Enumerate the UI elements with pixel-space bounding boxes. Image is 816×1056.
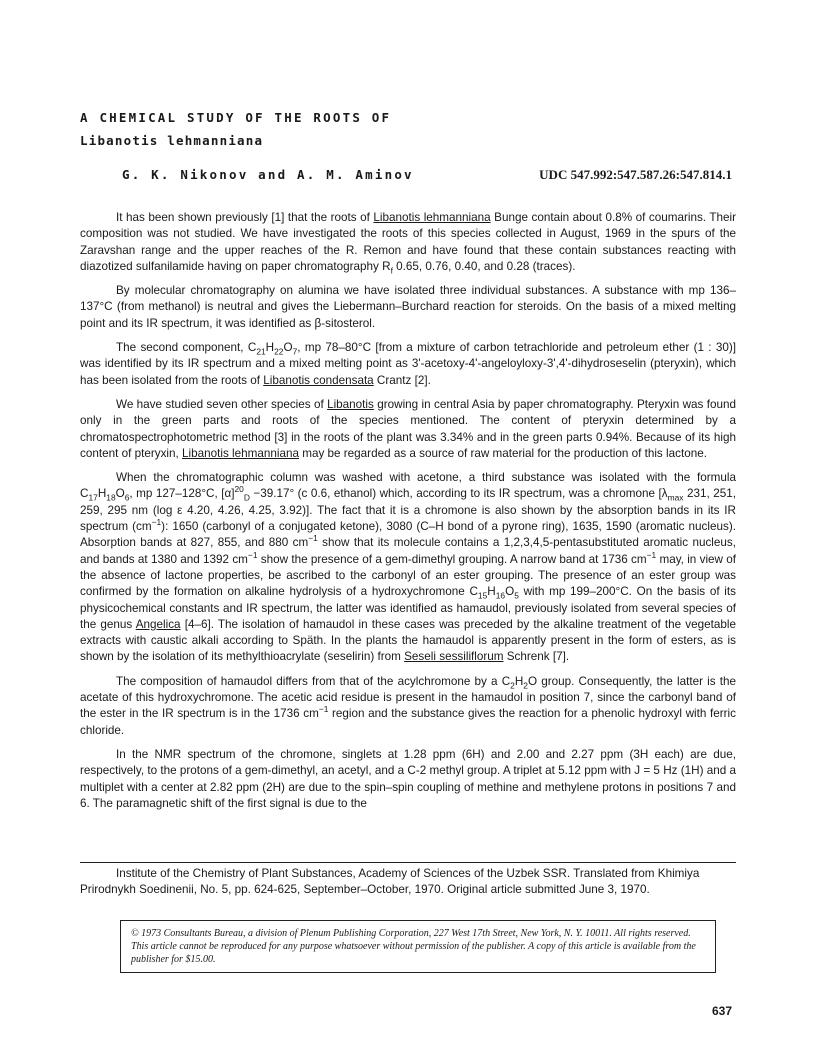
- footnote-text: Institute of the Chemistry of Plant Substances, Academy of Sciences of the Uzbek SSR. Translated from Khimiya Prirodnykh Soedinenii, No. 5, pp. 624-625, September–October, 1970. Original article submitted June 3, 1970.: [80, 867, 700, 896]
- udc-code: UDC 547.992:547.587.26:547.814.1: [539, 167, 732, 182]
- paragraph-1: It has been shown previously [1] that the roots of Libanotis lehmanniana Bunge contain about 0.8% of coumarins. Their composition was not studied. We have investigated the roots of this species collected in August, 1969 in the spurs of the Zaravshan range and the upper reaches of the R. Remon and have found that these contain substances reacting with diazotized sulfanilamide having on paper chromatography $R_f$ 0.65, 0.76, 0.40, and 0.28 (traces).: [80, 211, 736, 276]
- article-title: A CHEMICAL STUDY OF THE ROOTS OF: [80, 110, 392, 125]
- article-title-species: Libanotis lehmanniana: [80, 133, 264, 148]
- species-link: Libanotis condensata: [263, 373, 374, 387]
- species-link: Seseli sessiliflorum: [404, 650, 504, 664]
- paragraph-2: By molecular chromatography on alumina we have isolated three individual substances. A substance with mp 136–137°C (from methanol) is neutral and gives the Liebermann–Burchard reaction for steroids. On the basis of a mixed melting point and its IR spectrum, it was identified as β-sitosterol.: [80, 284, 736, 330]
- genus-link: Angelica: [135, 617, 181, 631]
- genus-link: Libanotis: [327, 397, 374, 411]
- copyright-notice: © 1973 Consultants Bureau, a division of Plenum Publishing Corporation, 227 West 17th Street, New York, N. Y. 10011. All rights reserved. This article cannot be reproduced for any purpose whatsoever without permission of the publisher. A copy of this article is available from the publisher for $15.00.: [120, 920, 716, 973]
- paragraph-6: The composition of hamaudol differs from that of the acylchromone by a $C_2H_2O$ group. Consequently, the latter is the acetate of this hydroxychromone. The acetic acid residue is present in the hamaudol in position 7, since the carbonyl band of the ester in the IR spectrum is in the 1736 $cm^{-1}$ region and the substance gives the reaction for a phenolic hydroxyl with ferric chloride.: [80, 674, 736, 737]
- authors: G. K. Nikonov and A. M. Aminov: [122, 167, 414, 182]
- paragraph-3: The second component, $C_{21}H_{22}O_7$, mp 78–80°C [from a mixture of carbon tetrachloride and petroleum ether (1 : 30)] was identified by its IR spectrum and a mixed melting point as 3'-acetoxy-4'-angeloyloxy-3',4'-dihydroseselin (pteryxin), which has been isolated from the roots of Libanotis condensata Crantz [2].: [80, 341, 736, 387]
- page-number: 637: [711, 1004, 732, 1018]
- footnote-divider: [80, 862, 736, 863]
- paragraph-7: In the NMR spectrum of the chromone, singlets at 1.28 ppm (6H) and 2.00 and 2.27 ppm (3H each) are due, respectively, to the protons of a gem-dimethyl, an acetyl, and a C-2 methyl group. A triplet at 5.12 ppm with J = 5 Hz (1H) and a multiplet with a center at 2.82 ppm (2H) are due to the spin–spin coupling of methine and methylene protons in positions 7 and 6. The paramagnetic shift of the first signal is due to the: [80, 747, 736, 810]
- article-body: [80, 210, 736, 820]
- species-link: Libanotis lehmanniana: [373, 211, 491, 224]
- species-link: Libanotis lehmanniana: [182, 446, 299, 460]
- paragraph-4: We have studied seven other species of Libanotis growing in central Asia by paper chromatography. Pteryxin was found only in the green parts and roots of the species mentioned. The content of pteryxin determined by a chromatospectrophotometric method [3] in the roots of the plant was 3.34% and in the green parts 0.94%. Because of its high content of pteryxin, Libanotis lehmanniana may be regarded as a source of raw material for the production of this lactone.: [80, 397, 736, 460]
- footnote: [80, 866, 736, 898]
- paragraph-5: When the chromatographic column was washed with acetone, a third substance was isolated with the formula $C_{17}H_{18}O_6$, mp 127–128°C, $[\alpha]^{20}_D -39.17^\circ$ (c 0.6, ethanol) which, according to its IR spectrum, was a chromone [$\lambda_{max}$ 231, 251, 259, 295 nm (log ε 4.20, 4.26, 4.25, 3.92)]. The fact that it is a chromone is also shown by the absorption bands in its IR spectrum $(cm^{-1})$: 1650 (carbonyl of a conjugated ketone), 3080 (C–H bond of a pyrone ring), 1635, 1590 (aromatic nucleus). Absorption bands at 827, 855, and 880 $cm^{-1}$ show that its molecule contains a 1,2,3,4,5-pentasubstituted aromatic nucleus, and bands at 1380 and 1392 $cm^{-1}$ show the presence of a gem-dimethyl grouping. A narrow band at 1736 $cm^{-1}$ may, in view of the absence of lactone properties, be ascribed to the carbonyl of an ester grouping. The presence of an ester group was confirmed by the formation on alkaline hydrolysis of a hydroxychromone $C_{15}H_{16}O_5$ with mp 199–200°C. On the basis of its physicochemical constants and IR spectrum, the latter was identified as hamaudol, previously isolated from several species of the genus Angelica [4–6]. The isolation of hamaudol in these cases was preceded by the alkaline treatment of the vegetable extracts with caustic alkali according to Späth. In the plants the hamaudol is apparently present in the form of esters, as is shown by the isolation of its methylthioacrylate (seselirin) from Seseli sessiliflorum Schrenk [7].: [80, 471, 737, 664]
